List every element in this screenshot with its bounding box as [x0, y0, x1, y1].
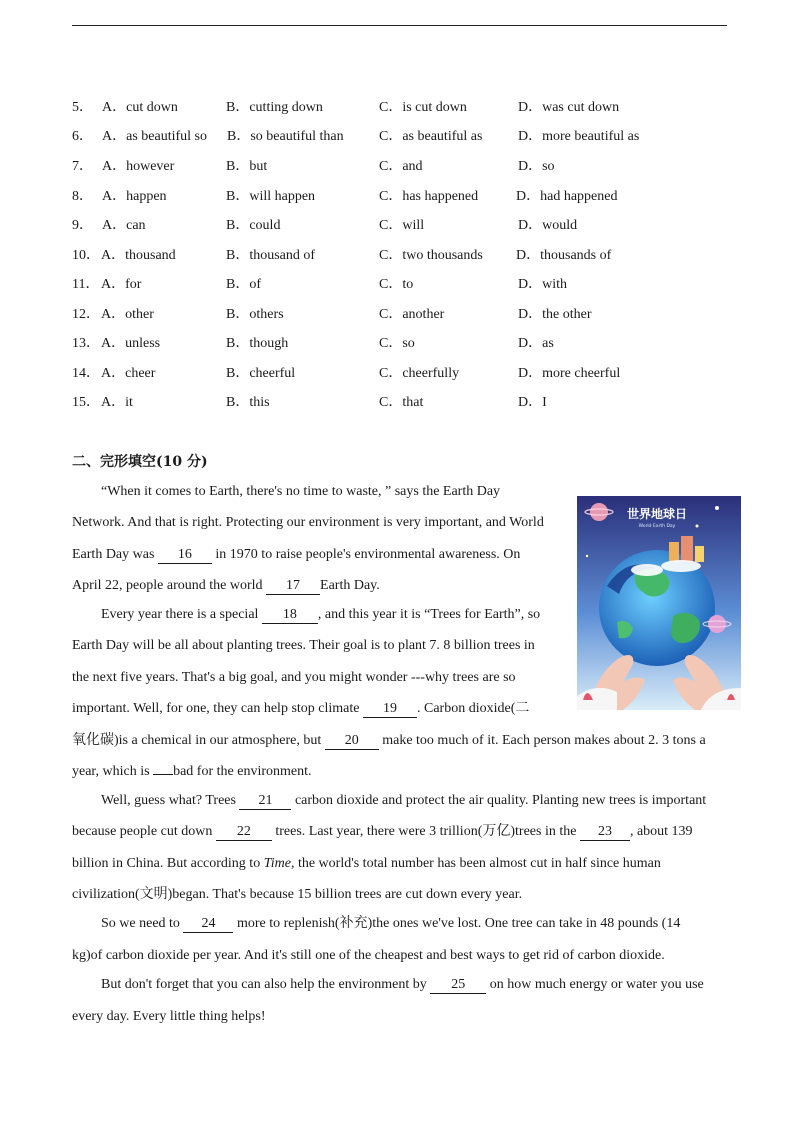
option-d: D．I [518, 395, 547, 410]
option-b: B．thousand of [226, 248, 316, 263]
text-segment: in 1970 to raise people's environmental awareness. On [211, 547, 521, 562]
text-segment: 氧化碳)is a chemical in our atmosphere, but [72, 733, 325, 748]
option-b: B．cutting down [226, 100, 323, 115]
option-d: D．had happened [516, 189, 618, 204]
option-a: A．other [101, 307, 154, 322]
passage-line [101, 791, 706, 811]
passage-line [72, 822, 693, 842]
passage-line [72, 762, 312, 782]
text-segment: more to replenish(补充)the ones we've lost. One tree can take in 48 pounds (14 [233, 916, 681, 931]
text-segment: . Carbon dioxide(二 [416, 701, 530, 716]
option-b: B．others [226, 307, 284, 322]
option-c: C．so [379, 336, 415, 351]
option-a: A．for [101, 277, 142, 292]
option-c: C．and [379, 159, 423, 174]
passage-line [72, 699, 529, 719]
option-d: D．more cheerful [518, 366, 621, 381]
blank-16: 16 [158, 547, 212, 564]
option-b: B．cheerful [226, 366, 296, 381]
option-d: D．so [518, 159, 555, 174]
option-b: B．but [226, 159, 268, 174]
blank-24: 24 [183, 916, 233, 933]
option-c: C．another [379, 307, 445, 322]
option-c: C．two thousands [379, 248, 483, 263]
text-segment: on how much energy or water you use [486, 977, 704, 992]
header-rule [72, 25, 727, 26]
text-segment: Every year there is a special [101, 607, 262, 622]
question-number: 13． [72, 336, 100, 351]
poster-title-text: 世界地球日 [626, 507, 688, 521]
option-c: C．to [379, 277, 414, 292]
section-heading: 二、完形填空(10 分) [72, 454, 208, 470]
passage-line: Network. And that is right. Protecting our environment is very important, and World [72, 515, 544, 530]
text-segment: , and this year it is “Trees for Earth”, so [317, 607, 541, 622]
option-a: A．unless [101, 336, 161, 351]
passage-line [72, 545, 520, 565]
passage-line: civilization(文明)began. That's because 15 billion trees are cut down every year. [72, 887, 523, 902]
question-number: 8． [72, 189, 93, 204]
question-number: 15． [72, 395, 100, 410]
blank-25: 25 [430, 977, 486, 994]
text-segment: Well, guess what? Trees [101, 793, 240, 808]
text-segment: billion in China. But according to [72, 856, 264, 871]
text-segment: make too much of it. Each person makes about 2. 3 tons a [378, 733, 706, 748]
option-c: C．as beautiful as [379, 129, 483, 144]
option-c: C．is cut down [379, 100, 467, 115]
option-b: B．though [226, 336, 289, 351]
blank-empty [153, 774, 173, 775]
option-a: A．cheer [101, 366, 156, 381]
blank-22: 22 [216, 824, 272, 841]
option-a: A．however [102, 159, 175, 174]
option-a: A．it [101, 395, 133, 410]
passage-line: “When it comes to Earth, there's no time to waste, ” says the Earth Day [101, 484, 501, 499]
question-number: 9． [72, 218, 93, 233]
option-a: A．as beautiful so [102, 129, 207, 144]
blank-17: 17 [266, 578, 320, 595]
option-c: C．that [379, 395, 424, 410]
text-segment: Earth Day. [320, 578, 380, 593]
blank-20: 20 [325, 733, 379, 750]
option-d: D．more beautiful as [518, 129, 640, 144]
text-segment: carbon dioxide and protect the air quality. Planting new trees is important [291, 793, 707, 808]
blank-18: 18 [262, 607, 318, 624]
option-b: B．so beautiful than [227, 129, 344, 144]
option-d: D．as [518, 336, 554, 351]
option-b: B．of [226, 277, 261, 292]
text-italic: Time [263, 856, 291, 871]
question-number: 6． [72, 129, 93, 144]
blank-23: 23 [580, 824, 630, 841]
option-a: A．can [102, 218, 146, 233]
text-segment: But don't forget that you can also help the environment by [101, 977, 431, 992]
question-number: 11． [72, 277, 100, 292]
question-number: 5． [72, 100, 93, 115]
text-segment: trees. Last year, there were 3 trillion(万亿)trees in the [271, 824, 580, 839]
option-d: D．with [518, 277, 567, 292]
text-segment: important. Well, for one, they can help stop climate [72, 701, 363, 716]
question-number: 10． [72, 248, 100, 263]
passage-line: kg)of carbon dioxide per year. And it's still one of the cheapest and best ways to get rid of carbon dioxide. [72, 948, 665, 963]
passage-line [72, 731, 706, 751]
option-c: C．cheerfully [379, 366, 460, 381]
blank-21: 21 [239, 793, 291, 810]
passage-line [101, 914, 680, 934]
option-c: C．has happened [379, 189, 479, 204]
text-segment: , about 139 [629, 824, 693, 839]
option-b: B．could [226, 218, 281, 233]
poster-subtitle-text: World Earth Day [638, 524, 676, 529]
question-number: 7． [72, 159, 93, 174]
text-segment: , the world's total number has been almost cut in half since human [290, 856, 661, 871]
option-c: C．will [379, 218, 425, 233]
passage-line [72, 576, 380, 596]
text-segment: So we need to [101, 916, 184, 931]
option-d: D．the other [518, 307, 592, 322]
option-a: A．thousand [101, 248, 176, 263]
option-b: B．this [226, 395, 270, 410]
question-number: 14． [72, 366, 100, 381]
passage-line: Earth Day will be all about planting trees. Their goal is to plant 7. 8 billion trees in [72, 638, 535, 653]
option-d: D．would [518, 218, 578, 233]
text-segment: April 22, people around the world [72, 578, 267, 593]
passage-line [72, 854, 661, 874]
option-b: B．will happen [226, 189, 316, 204]
text-segment: year, which is [72, 764, 154, 779]
option-d: D．was cut down [518, 100, 620, 115]
option-d: D．thousands of [516, 248, 612, 263]
passage-line [101, 975, 704, 995]
question-number: 12． [72, 307, 100, 322]
text-segment: because people cut down [72, 824, 216, 839]
text-segment: Earth Day was [72, 547, 158, 562]
option-a: A．cut down [102, 100, 178, 115]
option-a: A．happen [102, 189, 167, 204]
passage-line: every day. Every little thing helps! [72, 1009, 266, 1024]
text-segment: bad for the environment. [173, 764, 312, 779]
passage-line: the next five years. That's a big goal, and you might wonder ---why trees are so [72, 670, 516, 685]
passage-line [101, 605, 540, 625]
blank-19: 19 [363, 701, 417, 718]
earth-day-poster [577, 496, 741, 710]
